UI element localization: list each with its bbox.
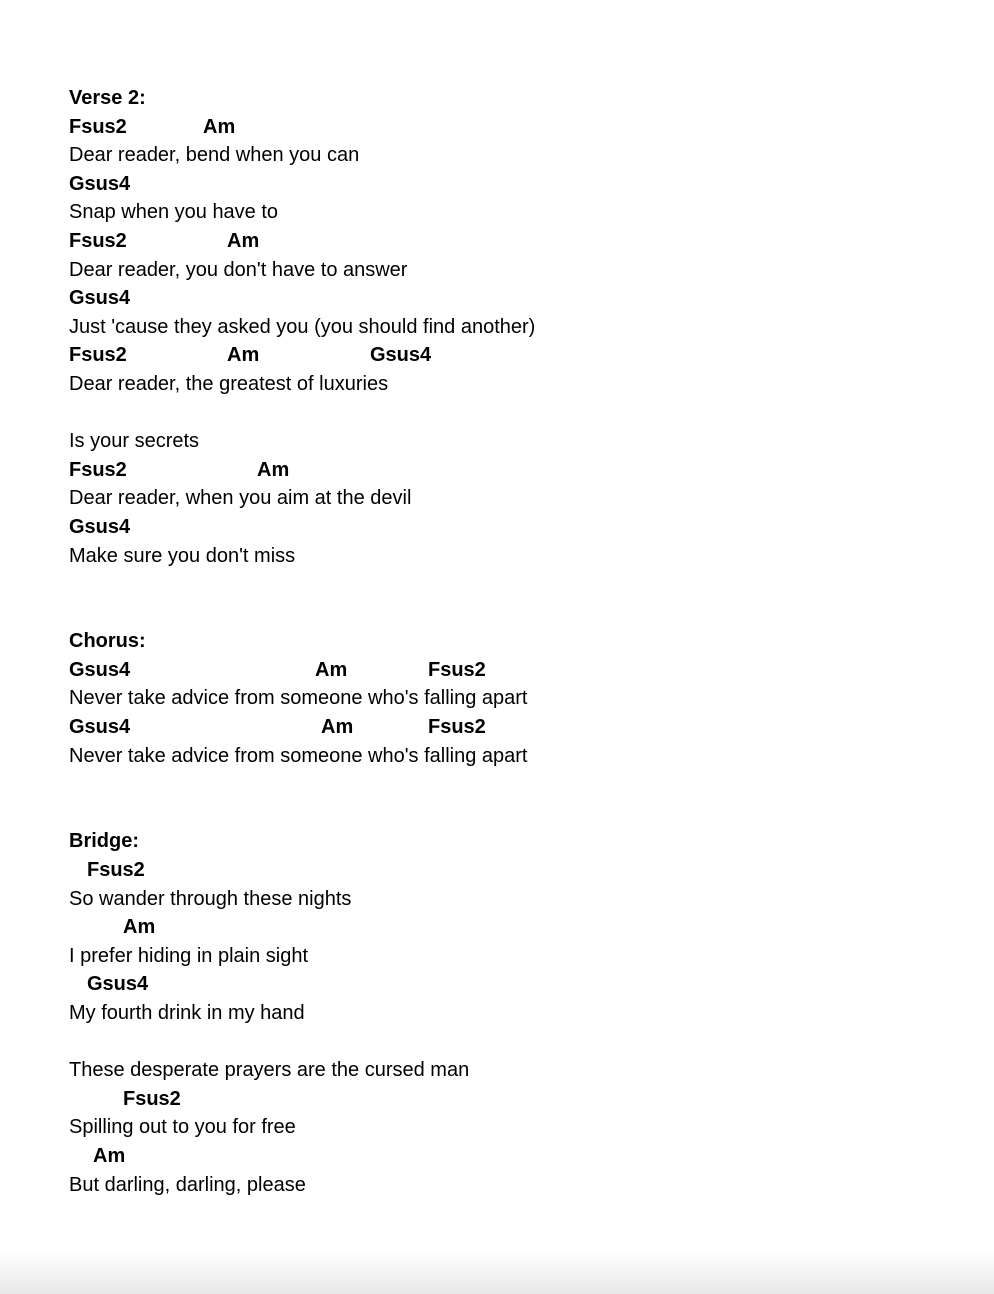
chord-line bbox=[69, 170, 949, 199]
lyric-line: Dear reader, when you aim at the devil bbox=[69, 487, 412, 510]
chord: Am bbox=[123, 916, 156, 939]
lyric-line: I prefer hiding in plain sight bbox=[69, 944, 309, 967]
chord: Am bbox=[93, 1144, 126, 1167]
chord: Gsus4 bbox=[370, 344, 432, 367]
chord-line bbox=[69, 284, 949, 313]
blank-line bbox=[69, 599, 949, 628]
chord: Fsus2 bbox=[428, 716, 486, 739]
chord: Fsus2 bbox=[428, 658, 486, 681]
lyric-line: So wander through these nights bbox=[69, 887, 352, 910]
lyric-line: Dear reader, bend when you can bbox=[69, 144, 360, 167]
section-header-verse-2: Verse 2: bbox=[69, 87, 146, 109]
lyric-line: My fourth drink in my hand bbox=[69, 1002, 305, 1024]
chord: Fsus2 bbox=[123, 1087, 181, 1110]
chord: Am bbox=[257, 458, 290, 481]
chord-line bbox=[69, 856, 949, 885]
lyric-line: Spilling out to you for free bbox=[69, 1116, 296, 1139]
blank-line bbox=[69, 799, 949, 828]
chord-line bbox=[69, 913, 949, 942]
lyric-line: But darling, darling, please bbox=[69, 1173, 306, 1196]
chord-line bbox=[69, 456, 949, 485]
chord-line bbox=[69, 1085, 949, 1114]
blank-line bbox=[69, 1028, 949, 1057]
lyric-line: Dear reader, the greatest of luxuries bbox=[69, 372, 389, 395]
chord: Gsus4 bbox=[87, 973, 149, 996]
chord: Gsus4 bbox=[69, 172, 131, 195]
chord: Am bbox=[315, 658, 348, 681]
page-bottom-shadow bbox=[0, 1250, 994, 1294]
lyric-line: These desperate prayers are the cursed man bbox=[69, 1059, 470, 1082]
lyric-line: Make sure you don't miss bbox=[69, 544, 296, 567]
lyric-line: Snap when you have to bbox=[69, 201, 279, 224]
lyric-line: Never take advice from someone who's falling apart bbox=[69, 687, 528, 710]
chord-line bbox=[69, 513, 949, 542]
blank-line bbox=[69, 570, 949, 599]
chord: Gsus4 bbox=[69, 716, 131, 739]
chord: Gsus4 bbox=[69, 658, 131, 681]
chord: Am bbox=[227, 344, 260, 367]
chord: Am bbox=[203, 115, 236, 138]
lyric-line: Dear reader, you don't have to answer bbox=[69, 258, 408, 281]
chord-line bbox=[69, 113, 949, 142]
chord: Fsus2 bbox=[87, 859, 145, 882]
chord-line bbox=[69, 656, 949, 685]
lyric-line: Is your secrets bbox=[69, 430, 200, 453]
chord-line bbox=[69, 970, 949, 999]
chord-line bbox=[69, 227, 949, 256]
chord: Fsus2 bbox=[69, 115, 127, 138]
chord: Am bbox=[227, 229, 260, 252]
chord: Fsus2 bbox=[69, 229, 127, 252]
chord-line bbox=[69, 1142, 949, 1171]
section-header-bridge: Bridge: bbox=[69, 830, 139, 853]
chord-sheet bbox=[69, 84, 949, 1199]
chord: Gsus4 bbox=[69, 287, 131, 310]
chord: Gsus4 bbox=[69, 515, 131, 538]
chord: Fsus2 bbox=[69, 344, 127, 367]
chord-line bbox=[69, 341, 949, 370]
chord: Fsus2 bbox=[69, 458, 127, 481]
blank-line bbox=[69, 399, 949, 428]
chord: Am bbox=[321, 716, 354, 739]
lyric-line: Just 'cause they asked you (you should find another) bbox=[69, 315, 536, 338]
chord-line bbox=[69, 713, 949, 742]
blank-line bbox=[69, 770, 949, 799]
section-header-chorus: Chorus: bbox=[69, 630, 146, 653]
lyric-line: Never take advice from someone who's falling apart bbox=[69, 744, 528, 767]
